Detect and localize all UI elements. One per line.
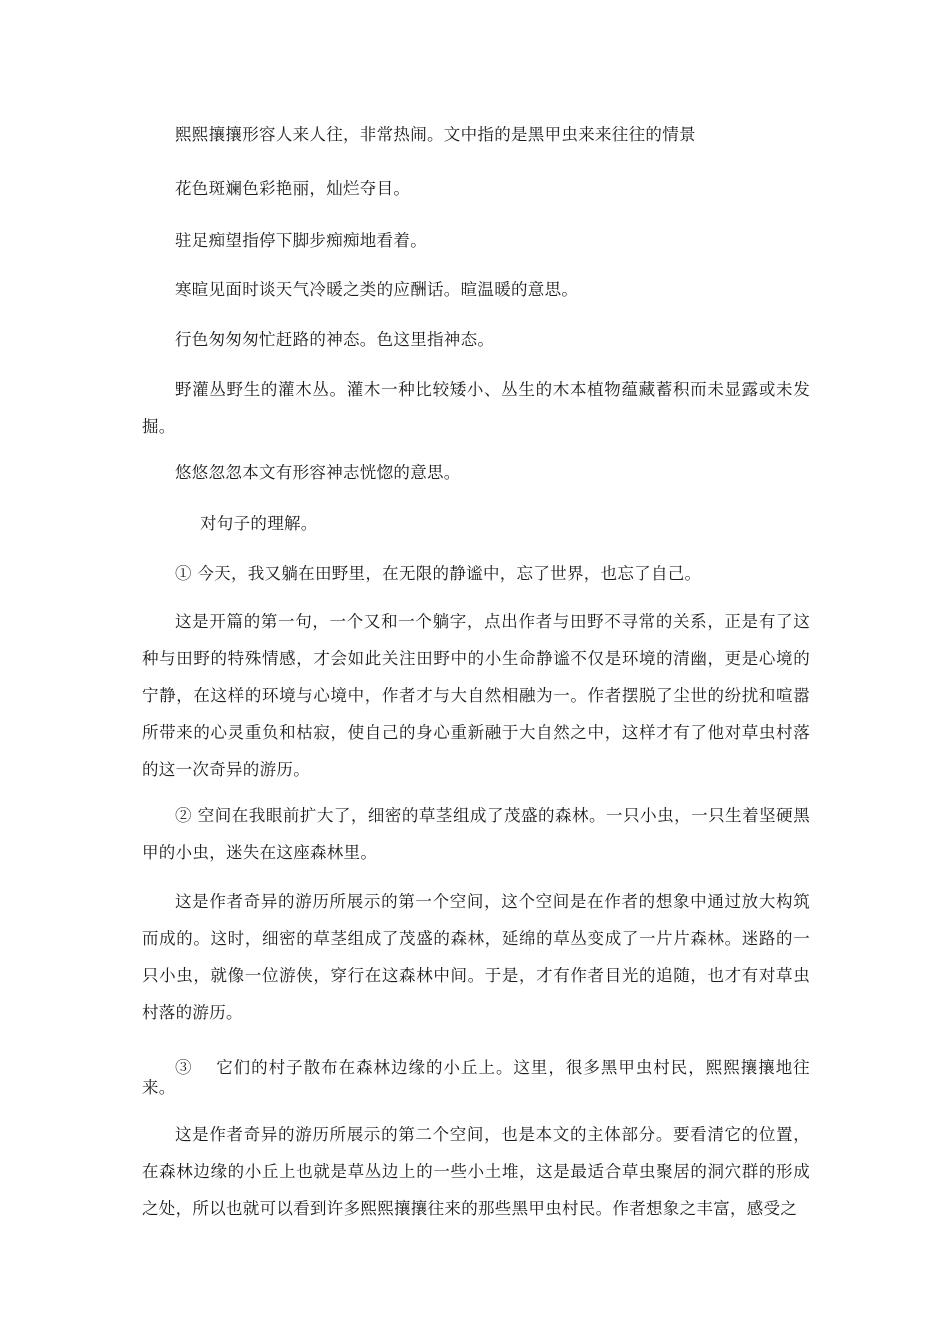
paragraph-term-youyou: 悠悠忽忽本文有形容神志恍惚的意思。: [175, 463, 461, 482]
paragraph-term-xingse: 行色匆匆匆忙赶路的神态。色这里指神态。: [175, 330, 495, 349]
paragraph-term-yeguancong: 野灌丛野生的灌木丛。灌木一种比较矮小、丛生的木本植物蕴藏蓄积而未显露或未发掘。: [142, 380, 810, 436]
paragraph-term-huaseban: 花色斑斓色彩艳丽，灿烂夺目。: [175, 179, 411, 198]
section-heading: 对句子的理解。: [200, 514, 318, 533]
paragraph-term-hanxuan: 寒暄见面时谈天气冷暖之类的应酬话。暄温暖的意思。: [175, 280, 579, 299]
analysis-1: 这是开篇的第一句，一个又和一个躺字，点出作者与田野不寻常的关系，正是有了这种与田野的特殊情感，才会如此关注田野中的小生命静谧不仅是环境的清幽，更是心境的宁静，在这样的环境与心境中，作者才与大自然相融为一。作者摆脱了尘世的纷扰和喧嚣所带来的心灵重负和枯寂，使自己的身心重新融于大自然之中，这样才有了他对草虫村落的这一次奇异的游历。: [142, 612, 810, 779]
quote-3: ③ 它们的村子散布在森林边缘的小丘上。这里，很多黑甲虫村民，熙熙攘攘地往来。: [142, 1058, 810, 1097]
analysis-2: 这是作者奇异的游历所展示的第一个空间，这个空间是在作者的想象中通过放大构筑而成的。这时，细密的草茎组成了茂盛的森林，延绵的草丛变成了一片片森林。迷路的一只小虫，就像一位游侠，穿行在这森林中间。于是，才有作者目光的追随，也才有对草虫村落的游历。: [142, 892, 810, 1022]
paragraph-term-zhuzu: 驻足痴望指停下脚步痴痴地看着。: [175, 231, 427, 250]
quote-2: ② 空间在我眼前扩大了，细密的草茎组成了茂盛的森林。一只小虫，一只生着坚硬黑甲的小虫，迷失在这座森林里。: [142, 806, 810, 862]
paragraph-term-xixirangrang: 熙熙攘攘形容人来人往，非常热闹。文中指的是黑甲虫来来往往的情景: [175, 125, 696, 144]
analysis-3: 这是作者奇异的游历所展示的第二个空间，也是本文的主体部分。要看清它的位置，在森林边缘的小丘上也就是草丛边上的一些小土堆，这是最适合草虫聚居的洞穴群的形成之处，所以也就可以看到许多熙熙攘攘往来的那些黑甲虫村民。作者想象之丰富，感受之: [142, 1125, 810, 1218]
quote-1: ① 今天，我又躺在田野里，在无限的静谧中，忘了世界，也忘了自己。: [175, 564, 702, 583]
